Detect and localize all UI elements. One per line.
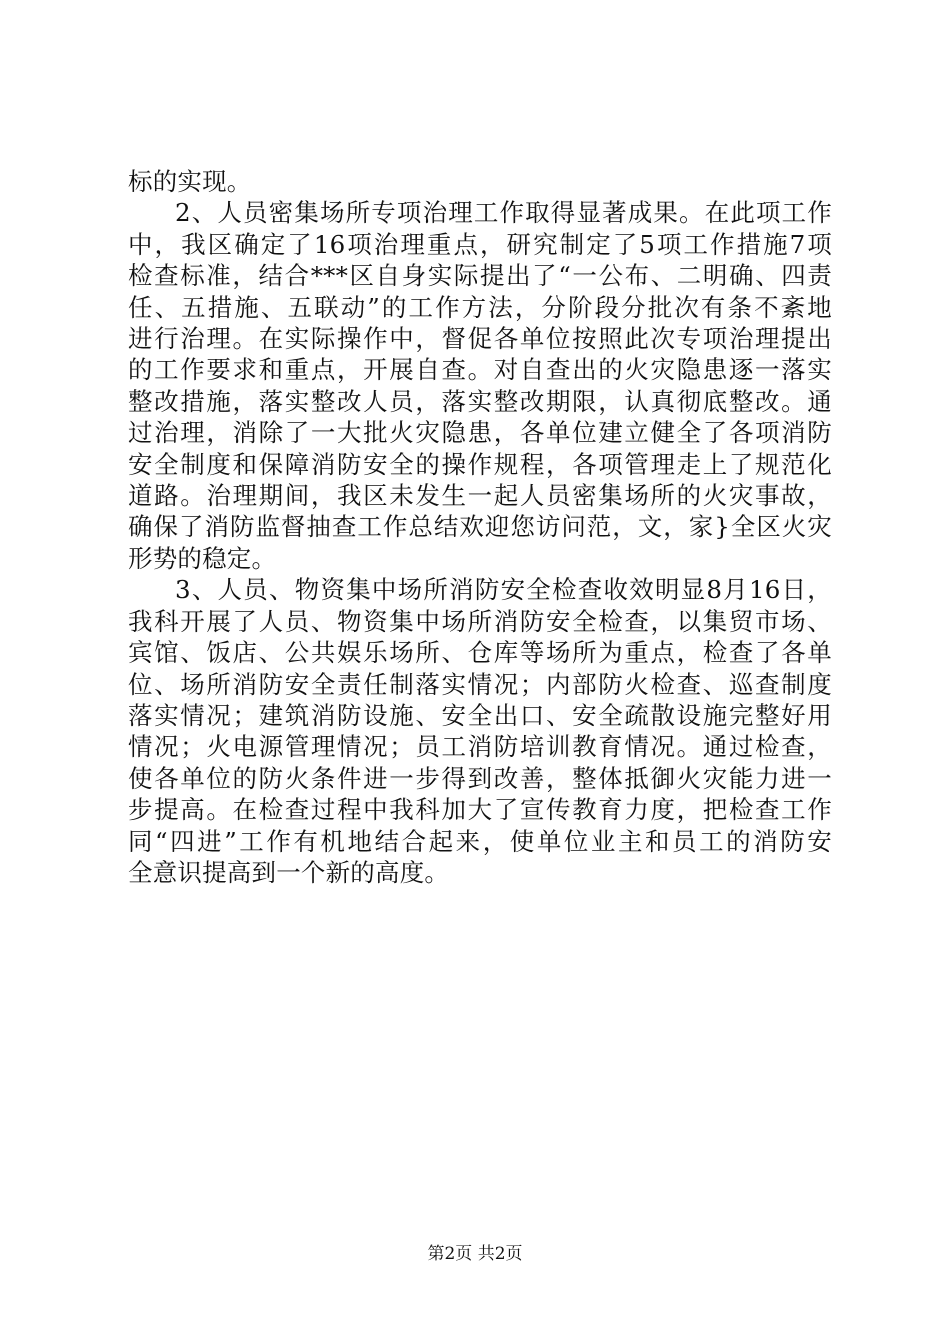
page-footer: 第2页 共2页 [427, 1244, 523, 1264]
paragraph-first-line: 2、人员密集场所专项治理工作取得显著成果。在此项工作 [175, 198, 832, 228]
text-line: 我科开展了人员、物资集中场所消防安全检查，以集贸市场、 [128, 606, 832, 636]
text-line: 步提高。在检查过程中我科加大了宣传教育力度，把检查工作 [128, 795, 832, 825]
text-line: 情况；火电源管理情况；员工消防培训教育情况。通过检查， [128, 732, 832, 762]
text-line: 落实情况；建筑消防设施、安全出口、安全疏散设施完整好用 [128, 700, 832, 730]
text-line: 标的实现。 [128, 167, 252, 196]
text-line: 同“四进”工作有机地结合起来，使单位业主和员工的消防安 [128, 826, 832, 856]
text-line: 检查标准，结合***区自身实际提出了“一公布、二明确、四责 [128, 261, 832, 291]
text-line: 进行治理。在实际操作中，督促各单位按照此次专项治理提出 [128, 324, 832, 354]
text-line: 中，我区确定了16项治理重点，研究制定了5项工作措施7项 [128, 229, 832, 259]
text-line: 道路。治理期间，我区未发生一起人员密集场所的火灾事故， [128, 481, 832, 511]
text-line: 安全制度和保障消防安全的操作规程，各项管理走上了规范化 [128, 449, 832, 479]
text-line: 宾馆、饭店、公共娱乐场所、仓库等场所为重点，检查了各单 [128, 638, 832, 668]
text-line: 任、五措施、五联动”的工作方法，分阶段分批次有条不紊地 [128, 292, 832, 322]
paragraph-first-line: 3、人员、物资集中场所消防安全检查收效明显8月16日， [175, 575, 832, 605]
text-line: 使各单位的防火条件进一步得到改善，整体抵御火灾能力进一 [128, 763, 832, 793]
text-line: 的工作要求和重点，开展自查。对自查出的火灾隐患逐一落实 [128, 355, 832, 385]
text-line: 整改措施，落实整改人员，落实整改期限，认真彻底整改。通 [128, 386, 832, 416]
text-line: 全意识提高到一个新的高度。 [128, 857, 450, 887]
text-line: 位、场所消防安全责任制落实情况；内部防火检查、巡查制度 [128, 669, 832, 699]
text-line: 确保了消防监督抽查工作总结欢迎您访问范，文，家}全区火灾 [128, 512, 832, 542]
document-body [128, 166, 832, 888]
text-line: 过治理，消除了一大批火灾隐患，各单位建立健全了各项消防 [128, 418, 832, 448]
text-line: 形势的稳定。 [128, 543, 277, 573]
